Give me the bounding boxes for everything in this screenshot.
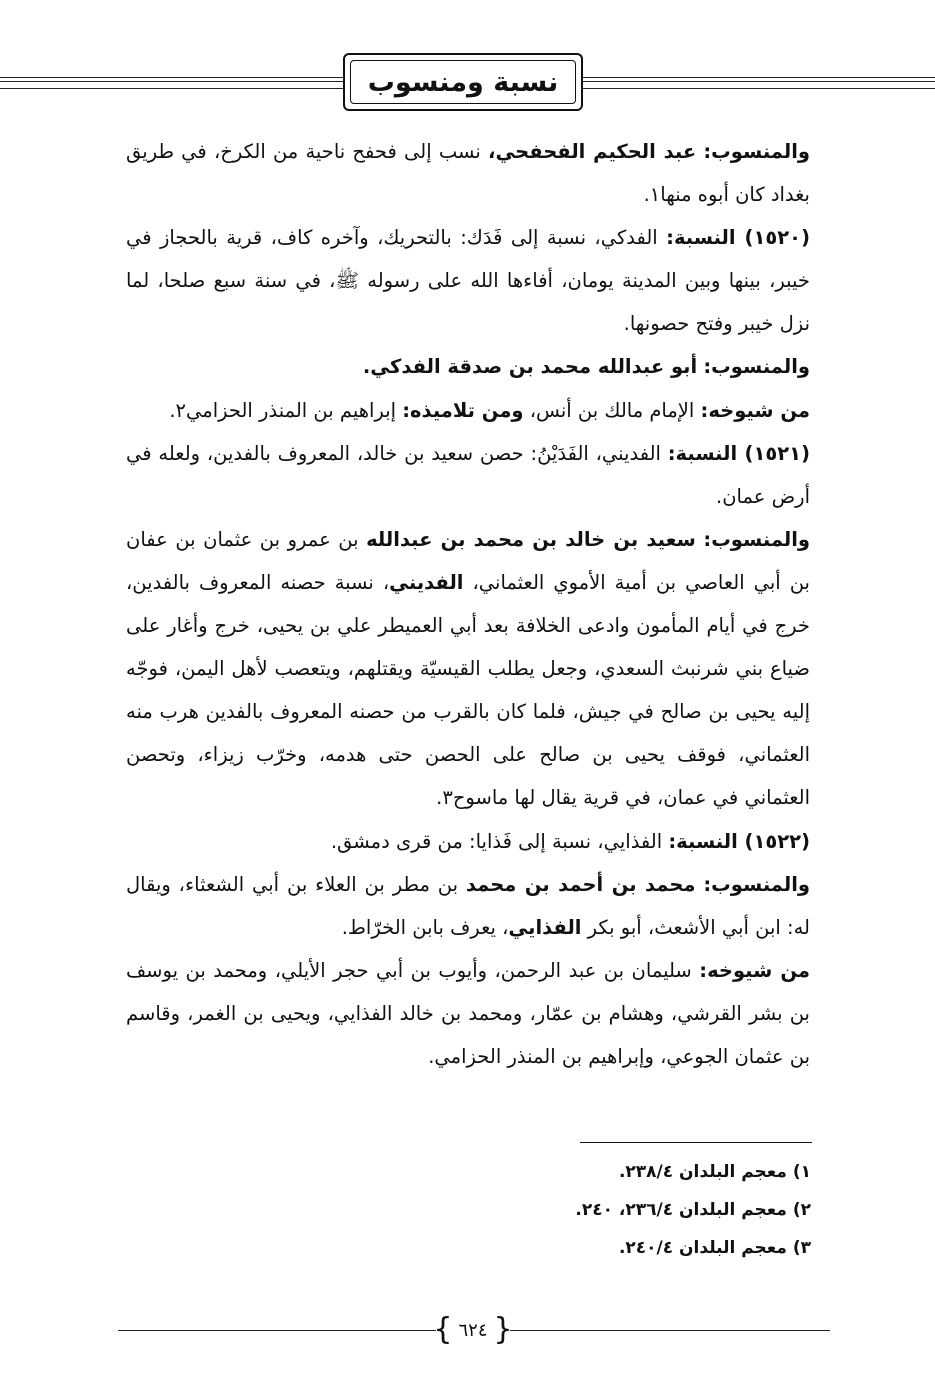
- entry-text: سليمان بن عبد الرحمن، وأيوب بن أبي حجر الأيلي، ومحمد بن يوسف بن بشر القرشي، وهشام بن عمّار، ومحمد بن خالد الفذايي، ويحيى بن الغمر، وقاسم بن عثمان الجوعي، وإبراهيم بن المنذر الحزامي.: [126, 958, 810, 1068]
- entry-number: (١٥٢١): [744, 441, 810, 465]
- entry-name: الفذايي: [508, 915, 582, 939]
- entry-name: سعيد بن خالد بن محمد بن عبدالله: [366, 527, 696, 551]
- main-text: [126, 130, 810, 1078]
- footnote: ٣) معجم البلدان ٢٤٠/٤.: [618, 1238, 811, 1258]
- page-title: نسبة ومنسوب: [367, 66, 559, 98]
- footnote: ٢) معجم البلدان ٢٣٦/٤، ٢٤٠.: [575, 1200, 811, 1220]
- footer-rule-right: [510, 1330, 830, 1331]
- footnotes: [411, 1153, 811, 1267]
- left-brace-icon: {: [433, 1312, 453, 1347]
- header-title-box: [343, 53, 583, 111]
- entry-label: والمنسوب:: [703, 355, 810, 379]
- footnote-separator: [580, 1142, 812, 1143]
- entry-label: من شيوخه:: [699, 958, 810, 982]
- entry-label: والمنسوب:: [703, 527, 811, 551]
- entry-text: بن عمرو بن عثمان بن عفان بن أبي العاصي بن أمية الأموي العثماني،: [126, 527, 810, 594]
- entry-name: أبو عبدالله محمد بن صدقة الفدكي.: [362, 355, 698, 379]
- footnote: ١) معجم البلدان ٢٣٨/٤.: [618, 1162, 811, 1182]
- entry-label: النسبة:: [667, 441, 745, 465]
- entry-text: إبراهيم بن المنذر الحزامي٢.: [169, 398, 403, 422]
- entry-name: محمد بن أحمد بن محمد: [465, 872, 696, 896]
- footer-rule-left: [118, 1330, 436, 1331]
- entry-number: (١٥٢٢): [744, 829, 810, 853]
- paragraph: [126, 130, 810, 216]
- page-number-box: [433, 1312, 513, 1348]
- entry-name: الفديني: [389, 570, 464, 594]
- entry-text: الفذايي، نسبة إلى فَذايا: من قرى دمشق.: [330, 829, 669, 853]
- entry-text: نسب إلى فحفح ناحية من الكرخ، في طريق بغداد كان أبوه منها١.: [126, 140, 810, 207]
- right-brace-icon: }: [493, 1312, 513, 1347]
- entry-text: الفديني، الفَدَيْنُ: حصن سعيد بن خالد، المعروف بالفدين، ولعله في أرض عمان.: [126, 441, 810, 508]
- entry-text: ، نسبة حصنه المعروف بالفدين، خرج في أيام المأمون وادعى الخلافة بعد أبي العميطر علي بن يحيى، خرج وأغار على ضياع بني شرنبث السعدي، وجعل يطلب القيسيّة ويقتلهم، ويتعصب لأهل اليمن، فوجّه إليه يحيى بن صالح في جيش، فلما كان بالقرب من حصنه المعروف بالفدين هرب منه العثماني، فوقف يحيى بن صالح على الحصن حتى هدمه، وخرّب زيزاء، وتحصن العثماني في عمان، في قرية يقال لها ماسوح٣.: [126, 570, 810, 810]
- entry-text: ، يعرف بابن الخرّاط.: [341, 915, 509, 939]
- paragraph: [126, 863, 810, 949]
- entry-number: (١٥٢٠): [744, 226, 810, 250]
- header-title-frame: [350, 60, 576, 104]
- page-number: ٦٢٤: [458, 1319, 488, 1341]
- paragraph: [126, 216, 810, 345]
- entry-label: والمنسوب:: [703, 140, 810, 163]
- entry-label: النسبة:: [666, 226, 745, 250]
- entry-label: النسبة:: [668, 829, 745, 853]
- entry-label: ومن تلاميذه:: [402, 398, 524, 422]
- paragraph: [126, 518, 810, 820]
- entry-text: الفدكي، نسبة إلى فَدَك: بالتحريك، وآخره كاف، قرية بالحجاز في خيبر، بينها وبين المدينة يومان، أفاءها الله على رسوله ﷺ، في سنة سبع صلحا، لما نزل خيبر وفتح حصونها.: [126, 226, 810, 336]
- entry-text: الإمام مالك بن أنس،: [523, 398, 701, 422]
- paragraph: [126, 820, 810, 863]
- entry-text: بن مطر بن العلاء بن أبي الشعثاء، ويقال له: ابن أبي الأشعث، أبو بكر: [126, 872, 810, 939]
- paragraph: [126, 345, 810, 388]
- paragraph: [126, 432, 810, 518]
- paragraph: [126, 949, 810, 1078]
- entry-label: والمنسوب:: [703, 872, 810, 896]
- paragraph: [126, 389, 810, 432]
- entry-label: من شيوخه:: [700, 398, 810, 422]
- entry-name: عبد الحكيم الفحفحي،: [488, 140, 697, 163]
